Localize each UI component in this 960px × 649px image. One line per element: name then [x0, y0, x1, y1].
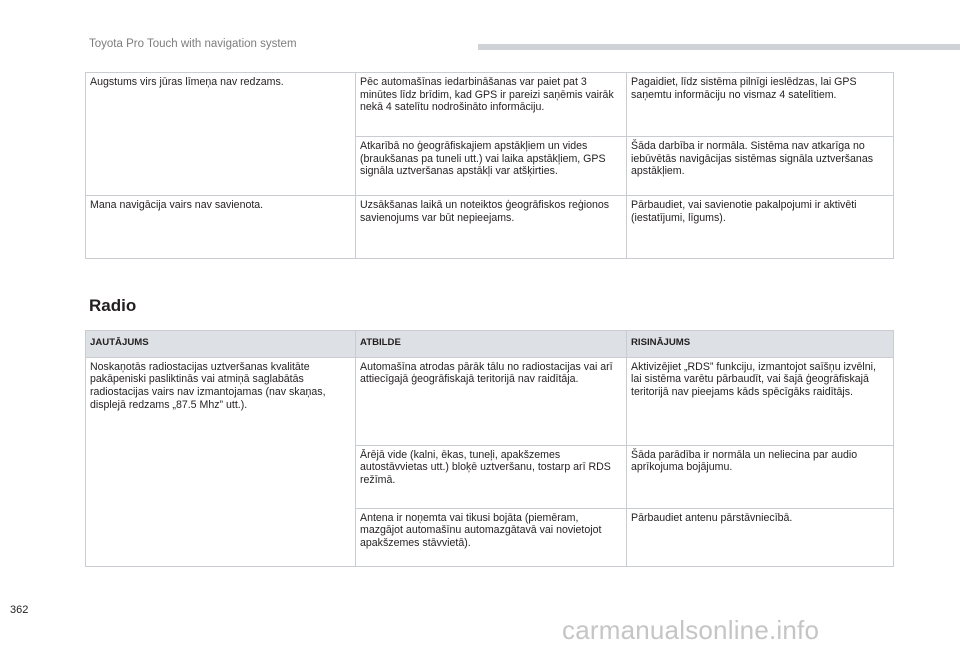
- answer-cell: Atkarībā no ģeogrāfiskajiem apstākļiem un vides (braukšanas pa tuneli utt.) vai laika apstākļiem, GPS signāla uztveršanas apstākļi var atšķirties.: [356, 137, 627, 196]
- column-header-solution: RISINĀJUMS: [627, 331, 894, 358]
- column-header-question: JAUTĀJUMS: [86, 331, 356, 358]
- header-bar: [478, 44, 960, 50]
- table-row: [86, 73, 894, 137]
- solution-cell: Aktivizējiet „RDS” funkciju, izmantojot saīšņu izvēlni, lai sistēma varētu pārbaudīt, vai šajā ģeogrāfiskajā teritorijā nav pieejams kāds spēcīgāks raidītājs.: [627, 357, 894, 445]
- solution-cell: Šāda parādība ir normāla un neliecina par audio aprīkojuma bojājumu.: [627, 445, 894, 508]
- table-header-row: [86, 331, 894, 358]
- solution-cell: Šāda darbība ir normāla. Sistēma nav atkarīga no iebūvētās navigācijas sistēmas signāla uztveršanas apstākļiem.: [627, 137, 894, 196]
- navigation-troubleshooting-table: [85, 72, 894, 259]
- header-title: Toyota Pro Touch with navigation system: [89, 38, 297, 50]
- solution-cell: Pārbaudiet antenu pārstāvniecībā.: [627, 508, 894, 566]
- table-row: [86, 357, 894, 445]
- page-number: 362: [10, 604, 29, 616]
- watermark: carmanualsonline.info: [562, 615, 820, 645]
- answer-cell: Antena ir noņemta vai tikusi bojāta (piemēram, mazgājot automašīnu automazgātavā vai novietojot apakšzemes stāvvietā).: [356, 508, 627, 566]
- table-row: [86, 196, 894, 259]
- answer-cell: Pēc automašīnas iedarbināšanas var paiet pat 3 minūtes līdz brīdim, kad GPS ir pareizi saņēmis vairāk nekā 4 satelītu nodrošināto informāciju.: [356, 73, 627, 137]
- answer-cell: Automašīna atrodas pārāk tālu no radiostacijas vai arī attiecīgajā ģeogrāfiskajā teritorijā nav raidītāja.: [356, 357, 627, 445]
- solution-cell: Pagaidiet, līdz sistēma pilnīgi ieslēdzas, lai GPS saņemtu informāciju no vismaz 4 satelītiem.: [627, 73, 894, 137]
- column-header-answer: ATBILDE: [356, 331, 627, 358]
- answer-cell: Ārējā vide (kalni, ēkas, tuneļi, apakšzemes autostāvvietas utt.) bloķē uztveršanu, tostarp arī RDS režīmā.: [356, 445, 627, 508]
- radio-troubleshooting-table: [85, 330, 894, 567]
- question-cell: Noskaņotās radiostacijas uztveršanas kvalitāte pakāpeniski pasliktinās vai atmiņā saglabātās radiostacijas vairs nav izmantojamas (nav skaņas, displejā redzams „87.5 Mhz” utt.).: [86, 357, 356, 566]
- question-cell: Augstums virs jūras līmeņa nav redzams.: [86, 73, 356, 196]
- solution-cell: Pārbaudiet, vai savienotie pakalpojumi ir aktivēti (iestatījumi, līgums).: [627, 196, 894, 259]
- question-cell: Mana navigācija vairs nav savienota.: [86, 196, 356, 259]
- section-title-radio: Radio: [89, 296, 137, 315]
- answer-cell: Uzsākšanas laikā un noteiktos ģeogrāfiskos reģionos savienojums var būt nepieejams.: [356, 196, 627, 259]
